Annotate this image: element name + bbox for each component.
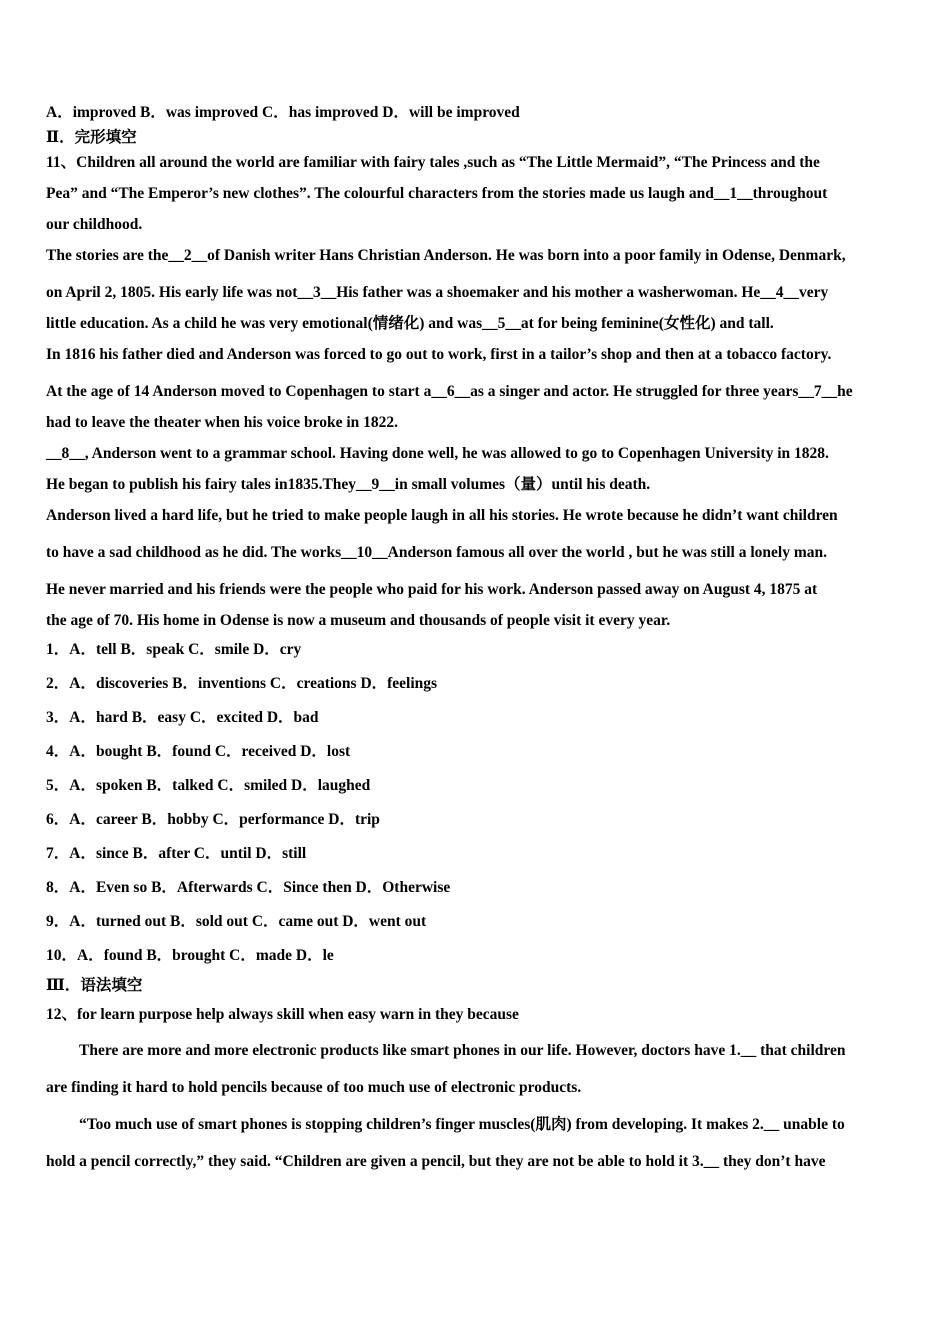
option-row: 1．A．tell B．speak C．smile D．cry <box>46 641 302 658</box>
option-row: 5．A．spoken B．talked C．smiled D．laughed <box>46 777 371 794</box>
passage-line: A．improved B．was improved C．has improved D．will be improved <box>46 104 520 121</box>
passage-line: __8__, Anderson went to a grammar school. Having done well, he was allowed to go to Copenhagen University in 1828. <box>46 445 829 462</box>
passage-line: little education. As a child he was very emotional(情绪化) and was__5__at for being feminine(女性化) and tall. <box>46 315 774 332</box>
option-row: 8．A．Even so B．Afterwards C．Since then D．Otherwise <box>46 879 451 896</box>
passage-line: He began to publish his fairy tales in1835.They__9__in small volumes（量）until his death. <box>46 476 651 493</box>
option-row: 6．A．career B．hobby C．performance D．trip <box>46 811 380 828</box>
option-row: 2．A．discoveries B．inventions C．creations D．feelings <box>46 675 438 692</box>
passage-line: our childhood. <box>46 216 143 233</box>
option-row: 3．A．hard B．easy C．excited D．bad <box>46 709 319 726</box>
cloze-passage <box>46 100 906 633</box>
cloze-options <box>46 633 906 973</box>
document-page <box>46 100 906 1180</box>
option-row: 7．A．since B．after C．until D．still <box>46 845 307 862</box>
option-row: 4．A．bought B．found C．received D．lost <box>46 743 351 760</box>
passage-line: the age of 70. His home in Odense is now a museum and thousands of people visit it every year. <box>46 612 671 629</box>
grammar-section <box>46 973 906 1180</box>
passage-line: He never married and his friends were the people who paid for his work. Anderson passed away on August 4, 1875 at <box>46 581 818 598</box>
passage-line: The stories are the__2__of Danish writer Hans Christian Anderson. He was born into a poor family in Odense, Denmark, <box>46 247 846 264</box>
paragraph-line: are finding it hard to hold pencils because of too much use of electronic products. <box>46 1079 582 1096</box>
passage-line: In 1816 his father died and Anderson was forced to go out to work, first in a tailor’s shop and then at a tobacco factory. <box>46 346 832 363</box>
paragraph-line: There are more and more electronic products like smart phones in our life. However, doctors have 1.__ that children <box>79 1042 846 1059</box>
passage-line: At the age of 14 Anderson moved to Copenhagen to start a__6__as a singer and actor. He struggled for three years__7__he <box>46 383 853 400</box>
paragraph-line: hold a pencil correctly,” they said. “Children are given a pencil, but they are not be able to hold it 3.__ they don’t have <box>46 1153 826 1170</box>
passage-line: 11、Children all around the world are familiar with fairy tales ,such as “The Little Mermaid”, “The Princess and the <box>46 154 820 171</box>
word-bank: 12、for learn purpose help always skill when easy warn in they because <box>46 1006 519 1023</box>
option-row: 9．A．turned out B．sold out C．came out D．went out <box>46 913 427 930</box>
passage-line: Pea” and “The Emperor’s new clothes”. The colourful characters from the stories made us laugh and__1__throughout <box>46 185 828 202</box>
passage-line: Ⅱ．完形填空 <box>46 129 137 146</box>
option-row: 10．A．found B．brought C．made D．le <box>46 947 334 964</box>
section-heading: Ⅲ．语法填空 <box>46 977 143 994</box>
paragraph-line: “Too much use of smart phones is stopping children’s finger muscles(肌肉) from developing. It makes 2.__ unable to <box>79 1116 845 1133</box>
passage-line: had to leave the theater when his voice broke in 1822. <box>46 414 399 431</box>
passage-line: Anderson lived a hard life, but he tried to make people laugh in all his stories. He wrote because he didn’t want children <box>46 507 838 524</box>
passage-line: on April 2, 1805. His early life was not__3__His father was a shoemaker and his mother a washerwoman. He__4__very <box>46 284 829 301</box>
passage-line: to have a sad childhood as he did. The works__10__Anderson famous all over the world , but he was still a lonely man. <box>46 544 827 561</box>
